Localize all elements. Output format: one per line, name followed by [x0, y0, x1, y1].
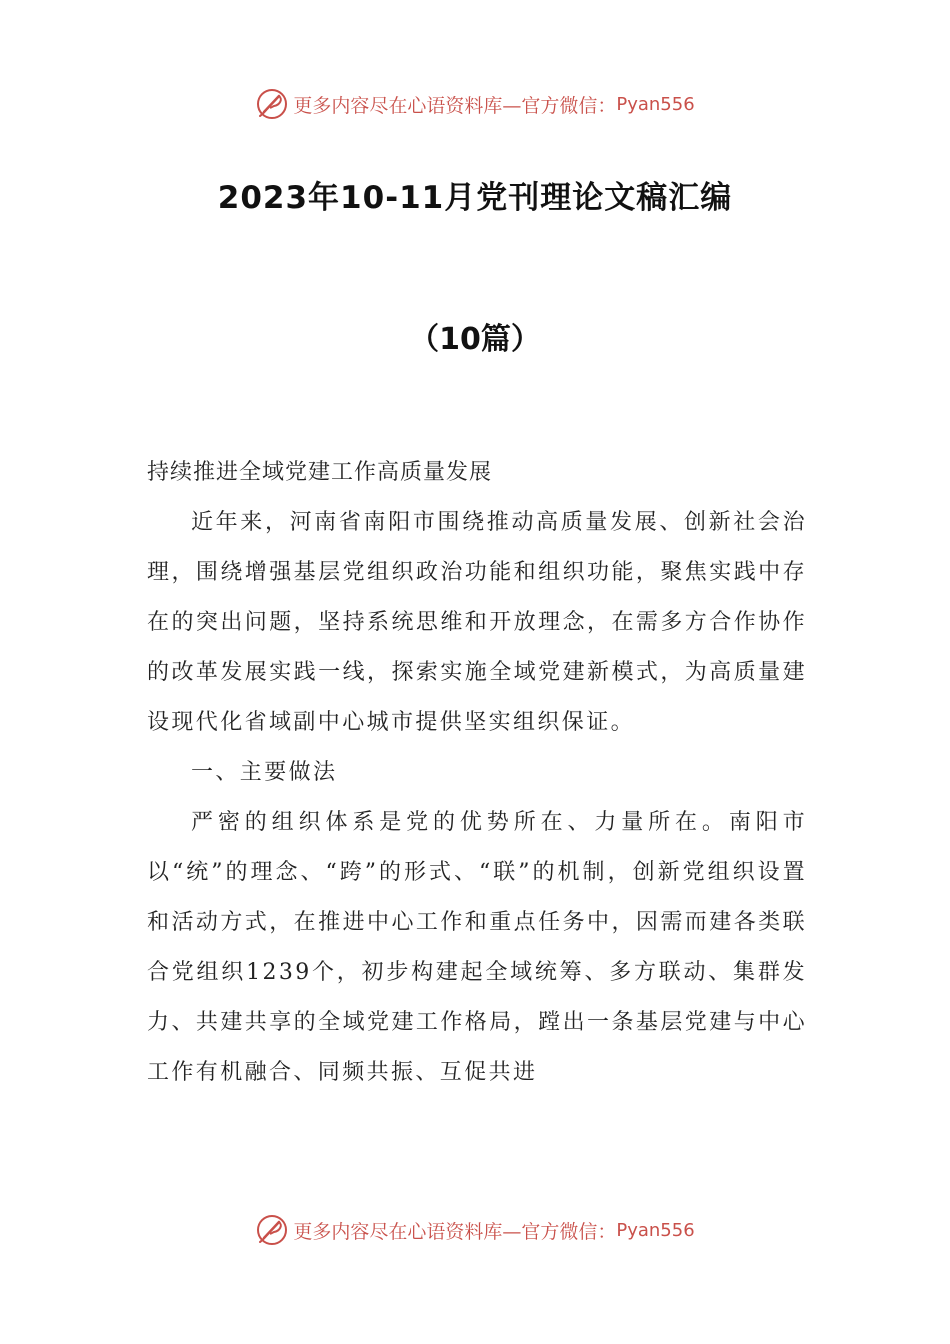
header-banner [0, 84, 950, 124]
section-heading: 一、主要做法 [191, 760, 338, 785]
header-wechat-id: Pyan556 [616, 93, 695, 115]
footer-wechat-id: Pyan556 [616, 1219, 695, 1241]
header-banner-inner [255, 87, 694, 121]
header-banner-text: 更多内容尽在心语资料库—官方微信： [293, 94, 617, 117]
body-paragraph: 严密的组织体系是党的优势所在、力量所在。南阳市以“统”的理念、“跨”的形式、“联”的机制，创新党组织设置和活动方式，在推进中心工作和重点任务中，因需而建各类联合党组织1239个，初步构建起全域统筹、多方联动、集群发力、共建共享的全域党建工作格局，蹚出一条基层党建与中心工作有机融合、同频共振、互促共进 [147, 810, 807, 1085]
body-paragraph: 近年来，河南省南阳市围绕推动高质量发展、创新社会治理，围绕增强基层党组织政治功能和组织功能，聚焦实践中存在的突出问题，坚持系统思维和开放理念，在需多方合作协作的改革发展实践一线，探索实施全域党建新模式，为高质量建设现代化省域副中心城市提供坚实组织保证。 [147, 510, 807, 735]
quill-pen-logo-icon [255, 1213, 289, 1247]
document-title: 2023年10-11月党刊理论文稿汇编 [217, 180, 733, 216]
document-subtitle: （10篇） [409, 322, 541, 357]
document-body [147, 448, 807, 1098]
article-title: 持续推进全域党建工作高质量发展 [147, 460, 493, 485]
footer-banner-text: 更多内容尽在心语资料库—官方微信： [293, 1220, 617, 1243]
quill-pen-logo-icon [255, 87, 289, 121]
footer-banner-inner [255, 1213, 694, 1247]
footer-banner [0, 1210, 950, 1250]
